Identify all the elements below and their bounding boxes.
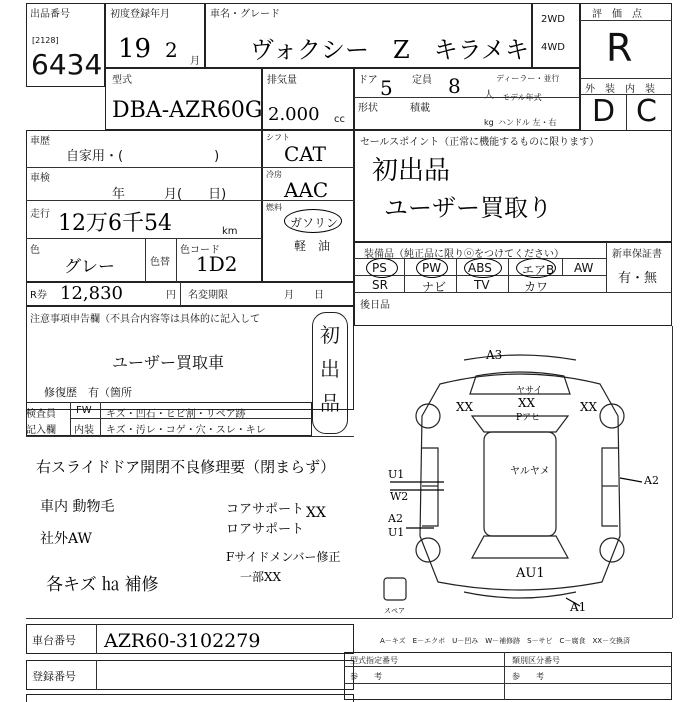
name-change-label: 名変期限: [188, 290, 228, 301]
overall-grade: R: [606, 26, 633, 70]
model-year-label: モデル年式: [502, 93, 542, 102]
inspection-label: 車検: [30, 173, 50, 184]
mileage-value: 12万6千54: [58, 211, 172, 236]
equip-ps: PS: [372, 261, 387, 275]
fuel-label: 燃料: [266, 203, 282, 212]
history-label: 車歴: [30, 136, 50, 147]
month-unit: 月: [190, 56, 200, 67]
diag-a2-left: A2: [388, 512, 403, 525]
grade-label: 評 価 点: [592, 9, 642, 20]
footer-extra-box: [26, 694, 354, 702]
ac-label: 冷房: [266, 170, 282, 179]
color-label: 色: [30, 245, 40, 256]
exterior-grade: D: [592, 94, 616, 129]
equip-airbag: エアB: [522, 263, 555, 277]
inspector-label-1: 検査員: [26, 409, 56, 420]
type-designation-label: 型式指定番号: [350, 656, 398, 665]
equipment-label: 装備品（純正品に限りⓞをつけてください）: [364, 249, 564, 260]
model-label: 型式: [112, 75, 132, 86]
equip-sr: SR: [372, 278, 388, 292]
reg-label: 登録番号: [32, 670, 76, 683]
shift-label: シフト: [266, 133, 290, 142]
warranty-value: 有・無: [618, 271, 658, 286]
car-name-label: 車名・グレード: [210, 9, 280, 20]
doors-label: ドア: [358, 75, 378, 86]
car-name: ヴォクシー Z キラメキ: [250, 36, 529, 64]
repair-label: 修復歴 有（箇所: [44, 386, 132, 399]
fw-label: FW: [76, 405, 92, 416]
diag-a1: A1: [570, 600, 587, 614]
reference-2: 参 考: [512, 672, 544, 681]
note-animal-hair: 車内 動物毛: [40, 499, 115, 515]
abs-circle: [464, 258, 502, 278]
recycle-label: R券: [30, 290, 47, 301]
user-buyback: ユーザー買取車: [112, 353, 225, 372]
equip-abs: ABS: [468, 261, 492, 275]
capacity-label: 定員: [412, 75, 432, 86]
reference-1: 参 考: [350, 672, 382, 681]
first-reg-label: 初度登録年月: [110, 9, 170, 20]
fuel-gas-circle: [284, 209, 342, 233]
chassis-label: 車台番号: [32, 634, 76, 647]
recycle-value: 12,830: [60, 283, 123, 304]
fuel-gas: ガソリン: [290, 216, 339, 230]
ac-value: AAC: [284, 178, 329, 202]
diag-hood-note: ヤサイ: [516, 386, 543, 396]
equip-tv: TV: [474, 278, 490, 292]
int-label: 内装: [74, 425, 94, 436]
diag-a3: A3: [486, 348, 503, 362]
shift-value: CAT: [284, 142, 326, 166]
airbag-circle: [516, 258, 556, 278]
load-unit: kg: [484, 118, 494, 127]
drive-4wd: 4WD: [541, 42, 565, 53]
diag-rear-au1: AU1: [516, 566, 545, 581]
first-reg-year: 19: [118, 34, 152, 64]
diag-u1-left-2: U1: [388, 526, 405, 539]
diag-hood-xx: XX: [518, 396, 536, 410]
name-change-value: 月 日: [284, 290, 324, 301]
first-listing-stamp-text: 初出品: [320, 323, 340, 415]
diag-a2-right: A2: [644, 474, 659, 487]
dealer-label: ディーラー・並行: [496, 74, 560, 83]
note-slide-door: 右スライドドア開閉不良修理要（閉まらず）: [36, 458, 336, 476]
note-front-side-member: Fサイドメンバー修正: [226, 550, 341, 564]
history-value: 自家用・( ): [66, 149, 220, 164]
first-reg-month: 2: [165, 38, 178, 62]
equip-leather: カワ: [524, 280, 549, 294]
interior-grade: C: [636, 94, 657, 129]
diag-xx-right: XX: [580, 400, 598, 414]
ext-int-label: 外 装 内 装: [585, 84, 655, 95]
inspection-value: 年 月( 日): [112, 187, 227, 202]
displacement-unit: cc: [334, 114, 345, 125]
note-aftermarket-aw: 社外AW: [40, 531, 92, 547]
equip-pw: PW: [422, 261, 442, 275]
color-change-label: 色替: [150, 257, 170, 268]
diag-bumper-note: Pアヒ: [516, 413, 541, 423]
note-lower-support: ロアサポート: [226, 522, 305, 537]
notes-label: 注意事項申告欄（不具合内容等は具体的に記入して: [30, 314, 260, 325]
note-scratches-repaired: 各キズ ㏊ 補修: [46, 575, 159, 595]
equip-navi: ナビ: [422, 280, 447, 294]
damage-legend: A－キズ E－エクボ U－凹み W－補修跡 S－サビ C－腐食 XX－交換済: [380, 637, 631, 645]
warranty-label: 新車保証書: [612, 249, 662, 260]
doors-value: 5: [380, 76, 393, 100]
color-code-label: 色コード: [180, 245, 220, 256]
note-partial-xx: 一部XX: [240, 570, 282, 584]
note-core-support: コアサポート: [226, 502, 305, 517]
pw-circle: [416, 258, 448, 278]
lot-sub: [2128]: [32, 36, 59, 45]
sales-points-label: セールスポイント（正常に機能するものに限ります）: [360, 137, 600, 148]
capacity-unit: 人: [484, 90, 494, 101]
diag-roof-note: ヤルヤメ: [510, 466, 550, 477]
retrofit-label: 後日品: [360, 300, 390, 311]
chassis-value: AZR60-3102279: [104, 630, 261, 652]
mileage-label: 走行: [30, 209, 50, 220]
diag-u1-left: U1: [388, 468, 405, 481]
model-value: DBA-AZR60G: [112, 98, 263, 123]
color-value: グレー: [64, 257, 115, 277]
inspector-label-2: 記入欄: [26, 425, 56, 436]
shape-label: 形状: [358, 103, 378, 114]
recycle-unit: 円: [166, 290, 176, 301]
equip-aw: AW: [574, 261, 594, 275]
category-code-label: 類別区分番号: [512, 656, 560, 665]
capacity-value: 8: [448, 74, 461, 98]
fw-items: キズ・凹石・ヒビ割・リペア跡: [106, 409, 246, 420]
color-code-value: 1D2: [196, 252, 238, 276]
diag-spare: スペア: [384, 607, 405, 615]
fuel-diesel: 軽 油: [294, 239, 331, 253]
displacement-label: 排気量: [267, 75, 297, 86]
lot-number: 6434: [31, 48, 103, 81]
int-items: キズ・汚レ・コゲ・穴・スレ・キレ: [106, 425, 266, 436]
sales-point-1: 初出品: [372, 156, 451, 186]
sales-point-2: ユーザー買取り: [384, 194, 552, 222]
mileage-unit: km: [222, 226, 238, 237]
diag-xx-left: XX: [456, 400, 474, 414]
lot-label: 出品番号: [30, 9, 70, 20]
diag-w2-left: W2: [390, 490, 409, 503]
displacement-value: 2.000: [268, 104, 320, 125]
handle-label: ハンドル 左・右: [498, 118, 557, 127]
drive-2wd: 2WD: [541, 14, 565, 25]
note-support-xx: XX: [306, 505, 326, 521]
load-label: 積載: [410, 103, 430, 114]
ps-circle: [366, 258, 398, 278]
drive-box: [532, 3, 580, 68]
